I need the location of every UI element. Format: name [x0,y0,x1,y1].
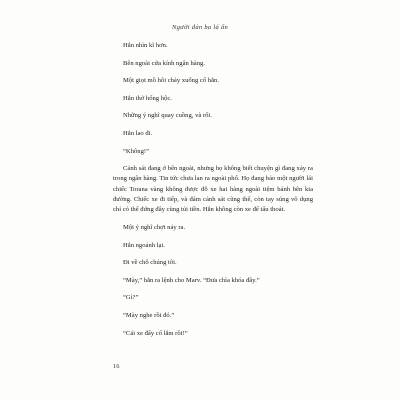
paragraph: Một giọt mồ hôi chảy xuống cổ hắn. [123,77,219,85]
paragraph: “Mày nghe rồi đó.” [123,311,175,319]
body-text [113,41,313,346]
paragraph: Cảnh sát đang ở bên ngoài, nhưng họ không biết chuyện gì đang xảy ra trong ngân hàng. Tin tức chưa lan ra ngoài phố. Họ đang bảo một người lái chiếc Torana vàng không được đỗ xe hai hàng ngoài tiệm bánh bên kia đường. Chiếc xe đi tiếp, và đám cảnh sát cũng thế, còn tay súng vô dụng chỉ có thể đứng đây cùng túi tiền. Hắn không còn xe để tẩu thoát. [113,165,313,214]
page-number: 16 [113,363,120,370]
paragraph: “Gì?” [123,294,139,302]
paragraph: Bên ngoài cửa kính ngân hàng. [123,59,205,67]
paragraph: Hắn nhìn kĩ hơn. [123,42,168,49]
paragraph: “Mày,” hắn ra lệnh cho Marv. “Đưa chìa khóa đây.” [123,276,260,284]
paragraph: Một ý nghĩ chợt nảy ra. [123,223,186,231]
paragraph: Hắn lao đi. [123,129,153,137]
paragraph: “Không!” [123,147,149,155]
paragraph: Những ý nghĩ quay cuồng, và rối. [123,112,212,120]
paragraph: Hắn ngoảnh lại. [123,241,165,249]
paragraph: “Cái xe đấy cổ lắm rồi!” [123,329,188,337]
paragraph: Hắn thở hổng hộc. [123,94,172,102]
running-header: Người đàn ba lá ẩn [171,24,229,31]
paragraph: Đi về chỗ chúng tôi. [123,259,177,267]
